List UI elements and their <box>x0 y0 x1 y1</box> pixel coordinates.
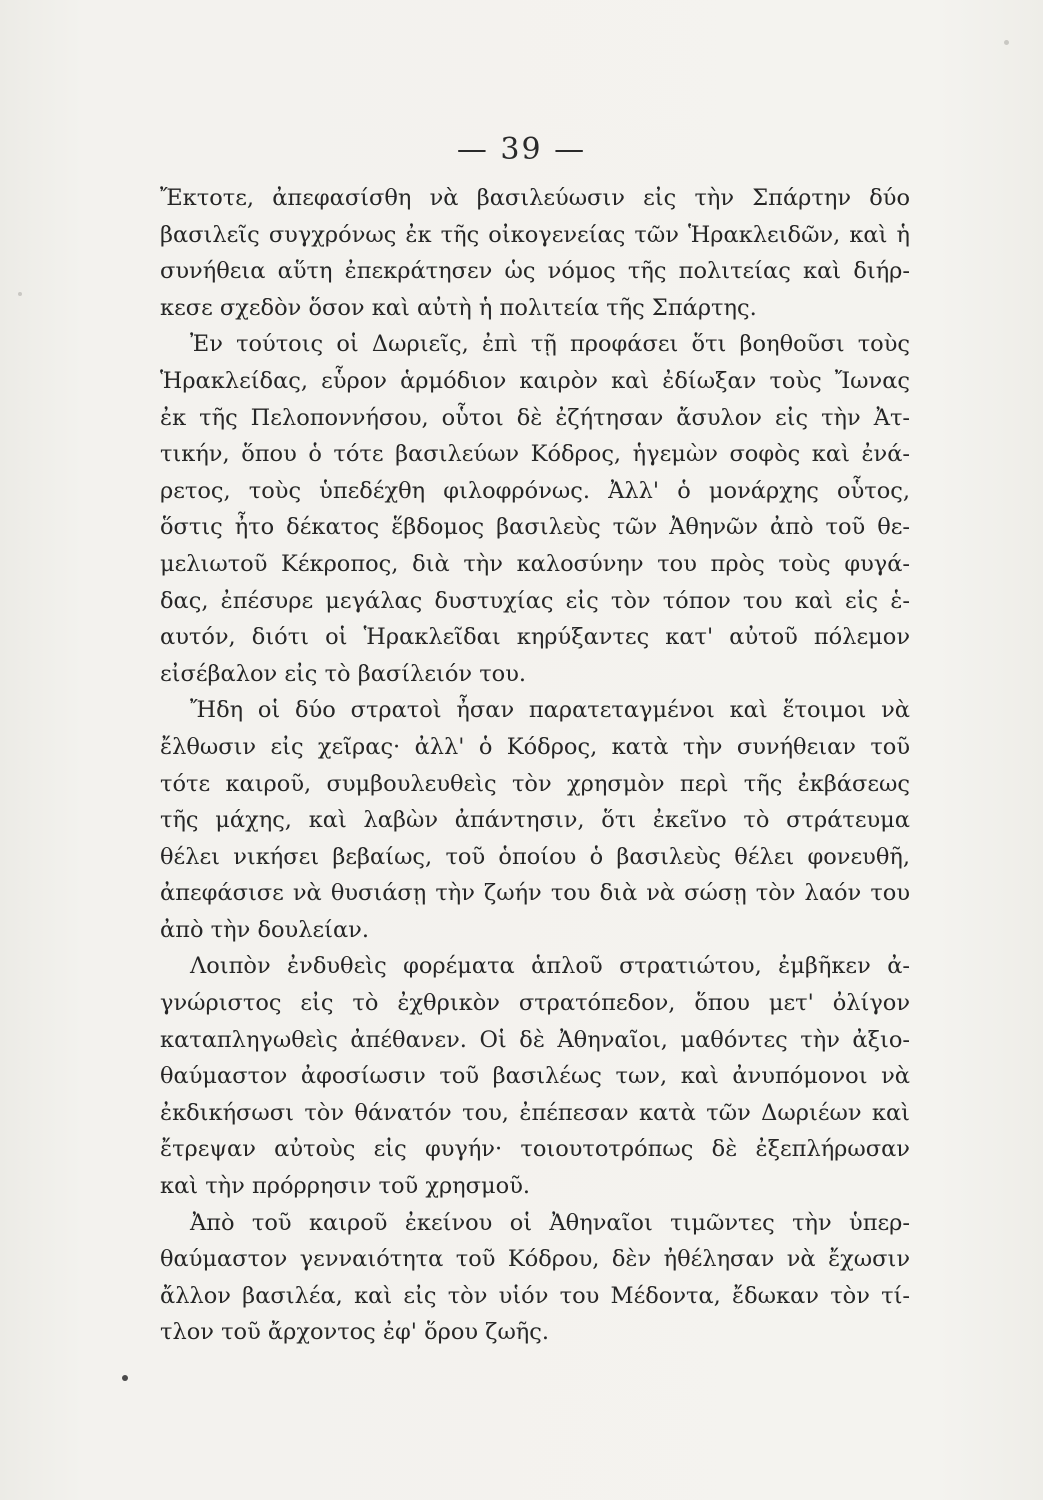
text-line: Ἤδη οἱ δύο στρατοὶ ἦσαν παρατεταγμένοι καὶ ἕτοιμοι νὰ <box>190 697 910 724</box>
text-line: καὶ τὴν πρόρρησιν τοῦ χρησμοῦ. <box>160 1173 531 1200</box>
paper-speck <box>122 1375 128 1381</box>
text-line: θαύμαστον γενναιότητα τοῦ Κόδρου, δὲν ἠθέλησαν νὰ ἔχωσιν <box>160 1246 910 1273</box>
text-line: Ἐν τούτοις οἱ Δωριεῖς, ἐπὶ τῇ προφάσει ὅτι βοηθοῦσι τοὺς <box>190 331 910 358</box>
paragraph <box>160 180 910 326</box>
text-line: ὅστις ἦτο δέκατος ἕβδομος βασιλεὺς τῶν Ἀθηνῶν ἀπὸ τοῦ θε- <box>160 514 910 541</box>
text-line: εἰσέβαλον εἰς τὸ βασίλειόν του. <box>160 660 527 687</box>
text-line: βασιλεῖς συγχρόνως ἐκ τῆς οἰκογενείας τῶν Ἡρακλειδῶν, καὶ ἡ <box>160 221 910 248</box>
text-line: ἔλθωσιν εἰς χεῖρας· ἀλλ' ὁ Κόδρος, κατὰ τὴν συνήθειαν τοῦ <box>160 733 910 760</box>
text-line: θέλει νικήσει βεβαίως, τοῦ ὁποίου ὁ βασιλεὺς θέλει φονευθῆ, <box>160 843 910 870</box>
text-line: τῆς μάχης, καὶ λαβὼν ἀπάντησιν, ὅτι ἐκεῖνο τὸ στράτευμα <box>160 807 910 834</box>
text-line: ρετος, τοὺς ὑπεδέχθη φιλοφρόνως. Ἀλλ' ὁ μονάρχης οὗτος, <box>160 477 910 504</box>
text-line: καταπληγωθεὶς ἀπέθανεν. Οἱ δὲ Ἀθηναῖοι, μαθόντες τὴν ἀξιο- <box>160 1026 910 1053</box>
paragraph <box>160 1205 910 1351</box>
text-line: ἐκ τῆς Πελοποννήσου, οὗτοι δὲ ἐζήτησαν ἄσυλον εἰς τὴν Ἀτ- <box>160 404 910 431</box>
paper-speck <box>1004 40 1009 45</box>
text-line: γνώριστος εἰς τὸ ἐχθρικὸν στρατόπεδον, ὅπου μετ' ὀλίγον <box>160 990 910 1017</box>
text-line: Λοιπὸν ἐνδυθεὶς φορέματα ἁπλοῦ στρατιώτου, ἐμβῆκεν ἀ- <box>190 953 910 980</box>
text-line: ἀπὸ τὴν δουλείαν. <box>160 916 369 943</box>
text-line: τικήν, ὅπου ὁ τότε βασιλεύων Κόδρος, ἡγεμὼν σοφὸς καὶ ἐνά- <box>160 441 910 468</box>
page-number: — 39 — <box>456 132 587 167</box>
text-line: ἄλλον βασιλέα, καὶ εἰς τὸν υἱόν του Μέδοντα, ἔδωκαν τὸν τί- <box>160 1282 910 1309</box>
paper-speck <box>18 292 22 296</box>
paragraph <box>160 948 910 1204</box>
text-line: Ἡρακλείδας, εὗρον ἁρμόδιον καιρὸν καὶ ἐδίωξαν τοὺς Ἴωνας <box>160 367 910 394</box>
text-line: Ἔκτοτε, ἀπεφασίσθη νὰ βασιλεύωσιν εἰς τὴν Σπάρτην δύο <box>160 185 910 211</box>
text-line: θαύμαστον ἀφοσίωσιν τοῦ βασιλέως των, καὶ ἀνυπόμονοι νὰ <box>160 1063 910 1090</box>
text-line: ἔτρεψαν αὐτοὺς εἰς φυγήν· τοιουτοτρόπως δὲ ἐξεπλήρωσαν <box>160 1136 910 1163</box>
text-line: ἐκδικήσωσι τὸν θάνατόν του, ἐπέπεσαν κατὰ τῶν Δωριέων καὶ <box>160 1099 910 1126</box>
text-line: μελιωτοῦ Κέκροπος, διὰ τὴν καλοσύνην του πρὸς τοὺς φυγά- <box>160 550 910 577</box>
text-line: ἀπεφάσισε νὰ θυσιάσῃ τὴν ζωήν του διὰ νὰ σώσῃ τὸν λαόν του <box>160 880 910 907</box>
text-line: τλον τοῦ ἄρχοντος ἐφ' ὅρου ζωῆς. <box>160 1319 550 1346</box>
text-line: αυτόν, διότι οἱ Ἡρακλεῖδαι κηρύξαντες κατ' αὐτοῦ πόλεμον <box>160 624 910 651</box>
text-line: τότε καιροῦ, συμβουλευθεὶς τὸν χρησμὸν περὶ τῆς ἐκβάσεως <box>160 770 910 797</box>
text-line: δας, ἐπέσυρε μεγάλας δυστυχίας εἰς τὸν τόπον του καὶ εἰς ἑ- <box>160 587 910 614</box>
paragraph <box>160 326 910 692</box>
text-line: κεσε σχεδὸν ὅσον καὶ αὐτὴ ἡ πολιτεία τῆς Σπάρτης. <box>160 294 757 321</box>
body-text <box>160 180 910 1351</box>
text-line: Ἀπὸ τοῦ καιροῦ ἐκείνου οἱ Ἀθηναῖοι τιμῶντες τὴν ὑπερ- <box>190 1209 910 1236</box>
paragraph <box>160 692 910 948</box>
text-line: συνήθεια αὕτη ἐπεκράτησεν ὡς νόμος τῆς πολιτείας καὶ διήρ- <box>160 258 910 285</box>
